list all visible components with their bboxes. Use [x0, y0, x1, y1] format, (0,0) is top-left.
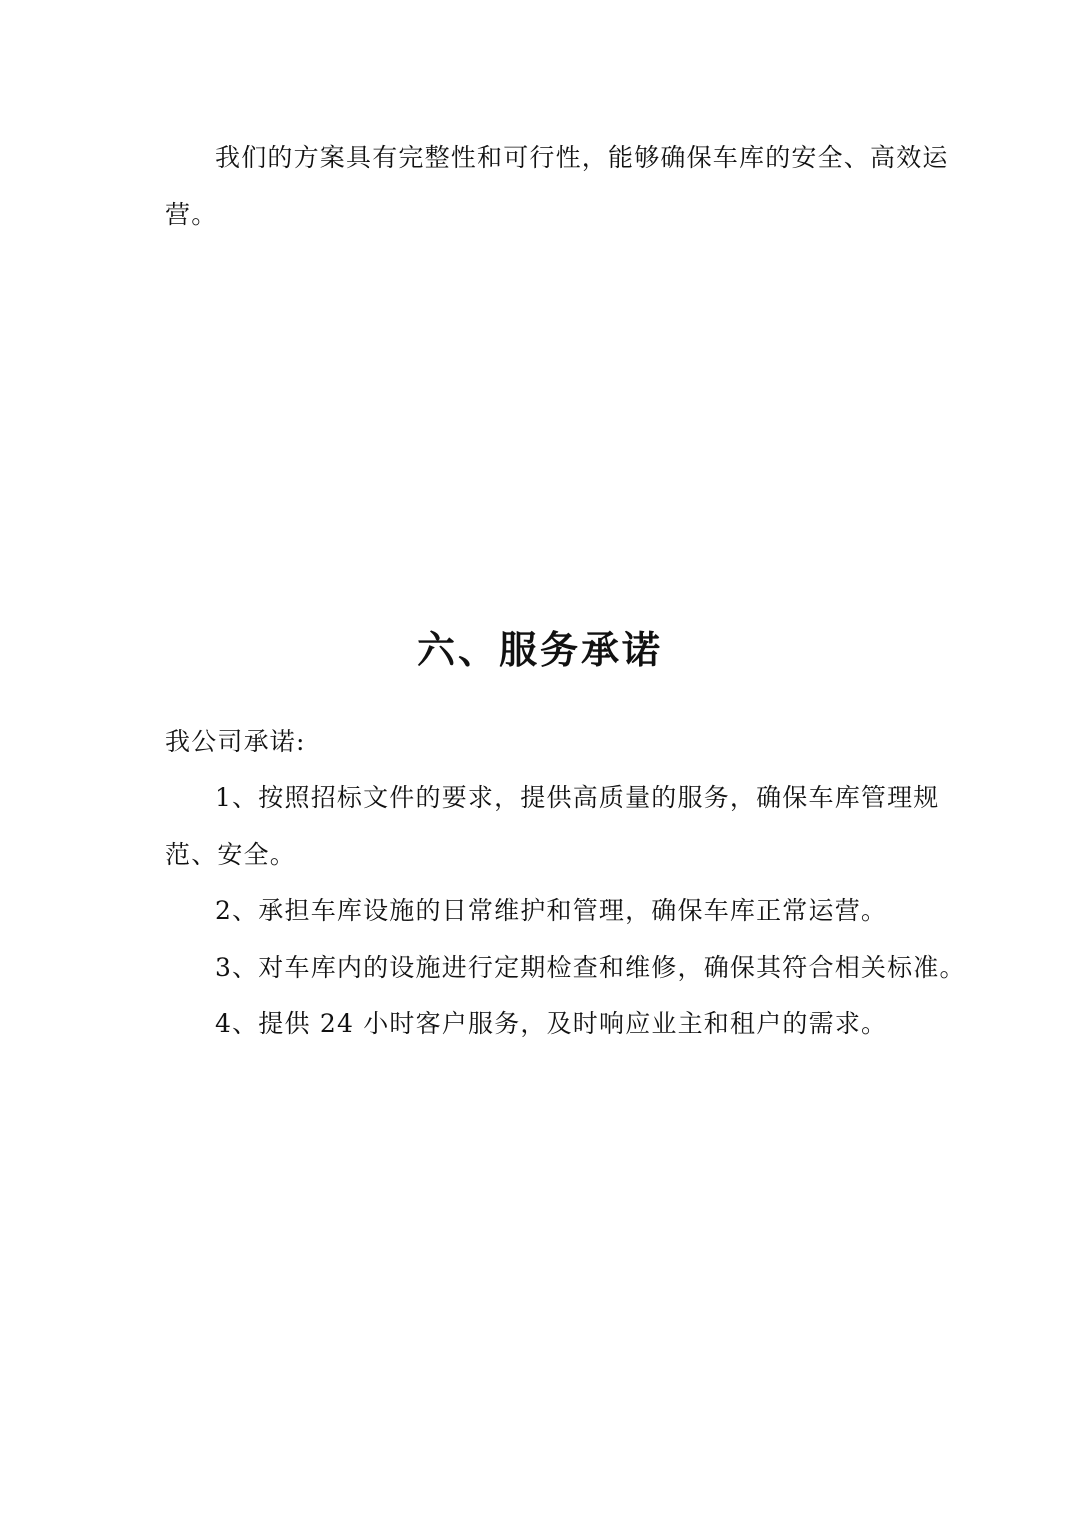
commitment-item-1-line-2: 范、安全。 [165, 840, 297, 869]
section-heading: 六、服务承诺 [416, 627, 663, 672]
intro-paragraph-line-2: 营。 [165, 200, 218, 229]
commitment-lead: 我公司承诺: [165, 727, 306, 756]
intro-paragraph-line-1: 我们的方案具有完整性和可行性，能够确保车库的安全、高效运 [215, 143, 949, 172]
commitment-item-3: 3、对车库内的设施进行定期检查和维修，确保其符合相关标准。 [215, 953, 966, 982]
commitment-item-4: 4、提供 24 小时客户服务，及时响应业主和租户的需求。 [215, 1009, 888, 1038]
commitment-item-2: 2、承担车库设施的日常维护和管理，确保车库正常运营。 [215, 896, 888, 925]
commitment-item-1-line-1: 1、按照招标文件的要求，提供高质量的服务，确保车库管理规 [215, 783, 940, 812]
